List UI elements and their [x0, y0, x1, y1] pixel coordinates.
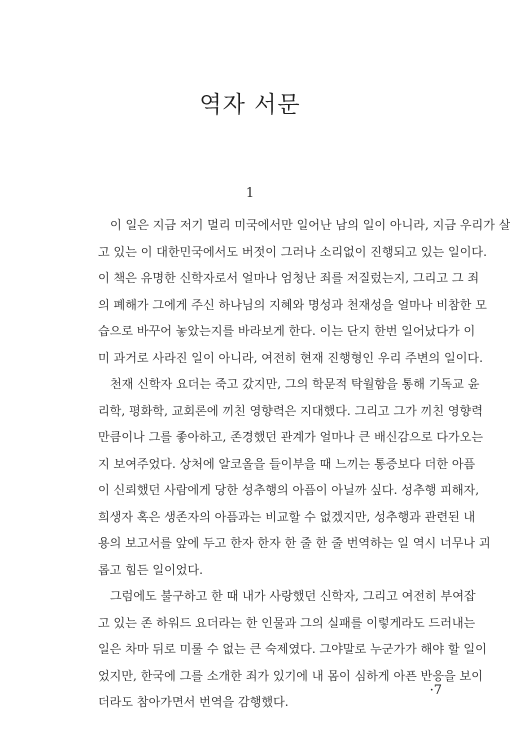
text-line: 이 책은 유명한 신학자로서 얼마나 엄청난 죄를 저질렀는지, 그리고 그 죄 — [98, 271, 480, 285]
body-text — [98, 212, 510, 716]
text-line: 었지만, 한국에 그를 소개한 죄가 있기에 내 몸이 심하게 아픈 반응을 보이 — [98, 668, 483, 683]
text-line: 이 신뢰했던 사람에게 당한 성추행의 아픔이 아닐까 싶다. 성추행 피해자, — [98, 483, 480, 497]
text-line: 리학, 평화학, 교회론에 끼친 영향력은 지대했다. 그리고 그가 끼친 영향력 — [98, 403, 483, 418]
text-line: 습으로 바꾸어 놓았는지를 바라보게 한다. 이는 단지 한번 일어났다가 이 — [98, 324, 476, 338]
text-line: 천재 신학자 요더는 죽고 갔지만, 그의 학문적 탁월함을 통해 기독교 윤 — [110, 377, 480, 391]
text-line: 고 있는 존 하워드 요더라는 한 인물과 그의 실패를 이렇게라도 드러내는 — [98, 615, 476, 630]
text-line: 일은 차마 뒤로 미룰 수 없는 큰 숙제였다. 그야말로 누군가가 해야 할 일이 — [98, 642, 487, 656]
text-line: 고 있는 이 대한민국에서도 버젓이 그러나 소리없이 진행되고 있는 일이다. — [98, 244, 487, 259]
text-line: 이 일은 지금 저기 멀리 미국에서만 일어난 남의 일이 아니라, 지금 우리가 살 — [110, 218, 510, 232]
page-number: ·7 — [429, 683, 442, 698]
text-line: 미 과거로 사라진 일이 아니라, 여전히 현재 진행형인 우리 주변의 일이다. — [98, 350, 483, 365]
section-number: 1 — [245, 186, 255, 201]
text-line: 더라도 참아가면서 번역을 감행했다. — [98, 695, 289, 709]
text-line: 만큼이나 그를 좋아하고, 존경했던 관계가 얼마나 큰 배신감으로 다가오는 — [98, 430, 484, 444]
text-line: 희생자 혹은 생존자의 아픔과는 비교할 수 없겠지만, 성추행과 관련된 내 — [98, 509, 476, 524]
text-line: 롭고 힘든 일이었다. — [98, 562, 203, 577]
page-title: 역자 서문 — [199, 92, 301, 118]
text-line: 의 폐해가 그에게 주신 하나님의 지혜와 명성과 천재성을 얼마나 비참한 모 — [98, 297, 487, 312]
text-line: 그럼에도 불구하고 한 때 내가 사랑했던 신학자, 그리고 여전히 부여잡 — [110, 589, 476, 603]
text-line: 지 보여주었다. 상처에 알코올을 들이부을 때 느끼는 통증보다 더한 아픔 — [98, 456, 476, 471]
text-line: 용의 보고서를 앞에 두고 한자 한자 한 줄 한 줄 번역하는 일 역시 너무나 괴 — [98, 536, 491, 550]
